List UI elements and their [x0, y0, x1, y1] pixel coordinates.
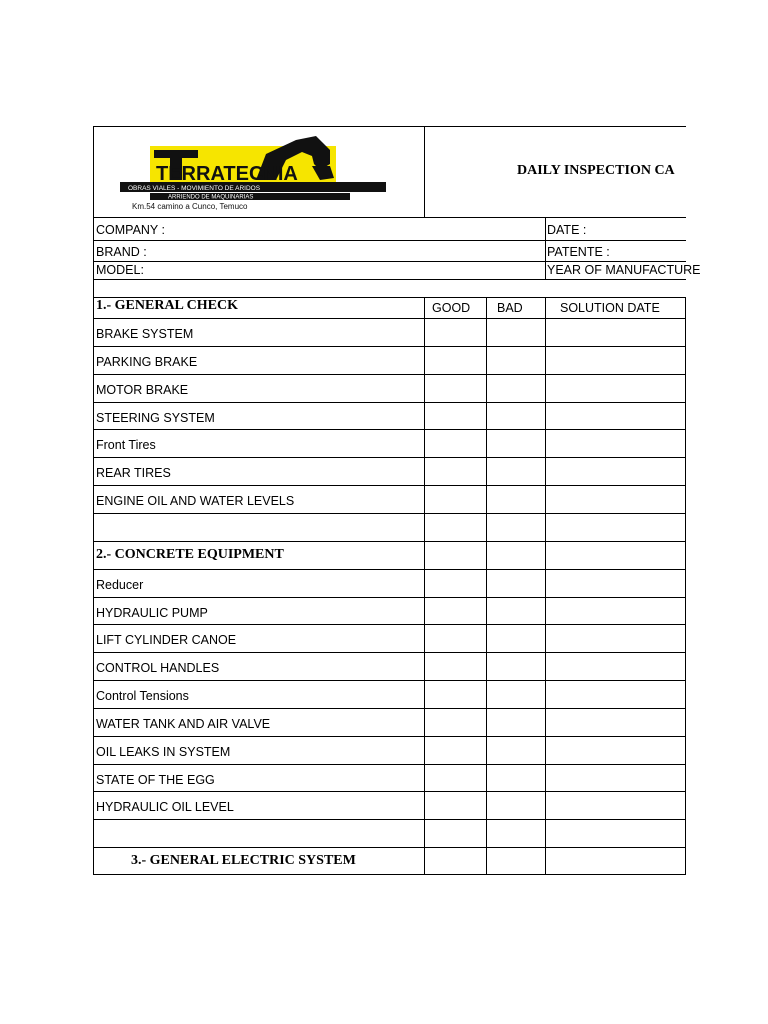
row-divider	[93, 819, 686, 820]
checklist-item: CONTROL HANDLES	[96, 661, 220, 675]
bad-column-divider	[486, 297, 487, 875]
row-divider	[93, 457, 686, 458]
checklist-item: Control Tensions	[96, 689, 189, 703]
logo-brand-text: TERRATECNIA	[156, 163, 298, 185]
logo-subtagline: ARRIENDO DE MAQUINARIAS	[168, 194, 254, 201]
brand-label: BRAND :	[96, 245, 147, 259]
page-title: DAILY INSPECTION CA	[517, 163, 675, 178]
checklist-item: HYDRAULIC PUMP	[96, 606, 208, 620]
logo-tagline: OBRAS VIALES - MOVIMIENTO DE ARIDOS	[128, 185, 261, 192]
row-divider	[93, 402, 686, 403]
checklist-item: Front Tires	[96, 438, 156, 452]
row-divider	[93, 680, 686, 681]
year-label: YEAR OF MANUFACTURE	[547, 263, 701, 277]
checklist-item: LIFT CYLINDER CANOE	[96, 633, 237, 647]
logo-address: Km.54 camino a Cunco, Temuco	[132, 202, 248, 211]
table-right-border	[685, 297, 686, 875]
section-title-general-check: 1.- GENERAL CHECK	[96, 298, 238, 313]
solution-column-divider	[545, 297, 546, 875]
model-label: MODEL:	[96, 263, 144, 277]
row-divider	[93, 429, 686, 430]
checklist-item: ENGINE OIL AND WATER LEVELS	[96, 494, 295, 508]
good-column-header: GOOD	[432, 301, 471, 315]
section-title-general-electric-system: 3.- GENERAL ELECTRIC SYSTEM	[131, 853, 356, 868]
section-title-concrete-equipment: 2.- CONCRETE EQUIPMENT	[96, 547, 284, 562]
checklist-item: STEERING SYSTEM	[96, 411, 215, 425]
row-divider	[93, 541, 686, 542]
checklist-item: OIL LEAKS IN SYSTEM	[96, 745, 231, 759]
checklist-item: STATE OF THE EGG	[96, 773, 215, 787]
row-divider	[93, 318, 686, 319]
row-divider	[93, 597, 686, 598]
checklist-item: MOTOR BRAKE	[96, 383, 189, 397]
bad-column-header: BAD	[497, 301, 523, 315]
checklist-item: PARKING BRAKE	[96, 355, 198, 369]
row-divider	[93, 847, 686, 848]
row-divider	[93, 374, 686, 375]
checklist-item: REAR TIRES	[96, 466, 171, 480]
row-divider	[93, 513, 686, 514]
checklist-item: HYDRAULIC OIL LEVEL	[96, 800, 234, 814]
row-divider	[93, 708, 686, 709]
good-column-divider	[424, 297, 425, 875]
row-divider	[93, 652, 686, 653]
table-bottom-border	[93, 874, 686, 875]
row-divider	[93, 791, 686, 792]
checklist-item: BRAKE SYSTEM	[96, 327, 194, 341]
row-divider	[93, 736, 686, 737]
company-label: COMPANY :	[96, 223, 165, 237]
checklist-item: WATER TANK AND AIR VALVE	[96, 717, 271, 731]
row-divider	[93, 764, 686, 765]
row-divider	[93, 346, 686, 347]
checklist-item: Reducer	[96, 578, 144, 592]
patente-label: PATENTE :	[547, 245, 610, 259]
row-divider	[93, 624, 686, 625]
solution-date-column-header: SOLUTION DATE	[560, 301, 660, 315]
row-divider	[93, 569, 686, 570]
date-label: DATE :	[547, 223, 587, 237]
row-divider	[93, 485, 686, 486]
